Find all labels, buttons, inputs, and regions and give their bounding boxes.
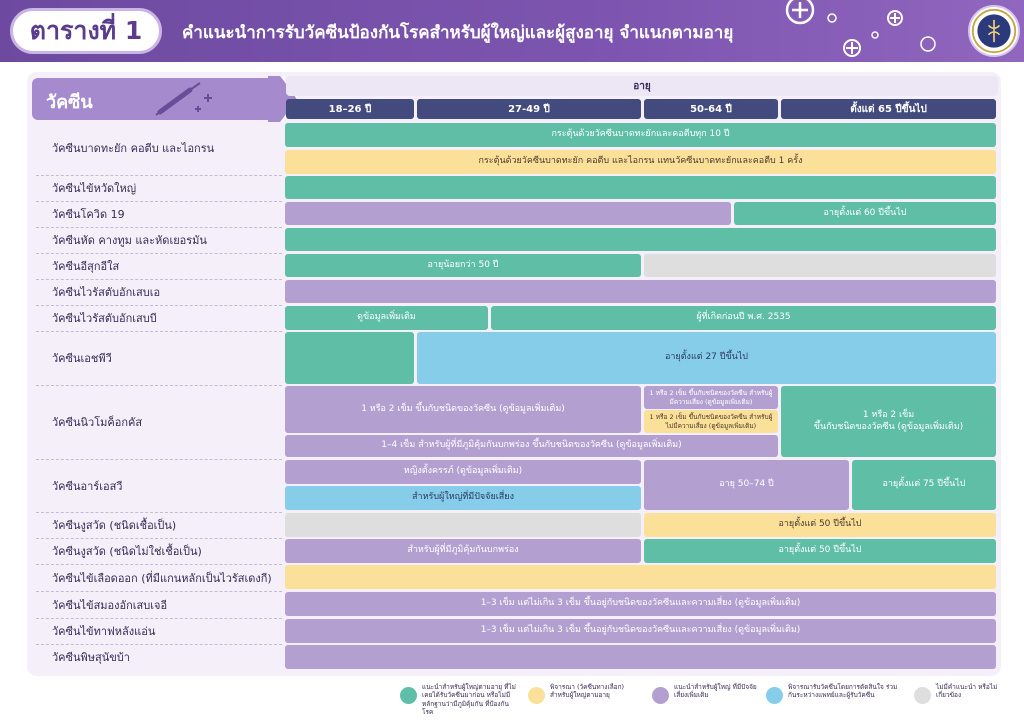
- row-label-covid: วัคซีนโควิด 19: [52, 208, 125, 221]
- cell-hepa-risk: [285, 280, 996, 303]
- legend-green-text: แนะนำสำหรับผู้ใหญ่ตามอายุ ที่ไม่เคยได้รับวัคซีนมาก่อน หรือไม่มีหลักฐานว่ามีภูมิคุ้มกัน ที่ป้องกันโรค: [422, 683, 516, 717]
- legend-gray-text: ไม่มีคำแนะนำ หรือไม่เกี่ยวข้อง: [936, 683, 998, 700]
- age-header: อายุ: [286, 76, 998, 96]
- age-group-27-49: 27-49 ปี: [417, 99, 641, 119]
- pneumo-65-line2: ขึ้นกับชนิดของวัคซีน (ดูข้อมูลเพิ่มเติม): [813, 421, 964, 432]
- cell-varicella-under-50: อายุน้อยกว่า 50 ปี: [285, 254, 641, 277]
- syringe-icon: [150, 80, 220, 118]
- cell-tdap-booster: กระตุ้นด้วยวัคซีนบาดทะยักและคอตีบทุก 10 ปี: [285, 123, 996, 147]
- cell-zoster-live-none: [285, 513, 641, 537]
- row-label-rsv: วัคซีนอาร์เอสวี: [52, 479, 123, 493]
- cell-hepb-more-info: ดูข้อมูลเพิ่มเติม: [285, 306, 488, 330]
- age-group-18-26: 18–26 ปี: [286, 99, 414, 119]
- cell-hpv-18-26: [285, 332, 414, 384]
- row-label-zoster-live: วัคซีนงูสวัด (ชนิดเชื้อเป็น): [52, 519, 177, 532]
- row-label-je: วัคซีนไข้สมองอักเสบเจอี: [52, 598, 168, 612]
- cell-rsv-pregnant: หญิงตั้งครรภ์ (ดูข้อมูลเพิ่มเติม): [285, 460, 641, 484]
- cell-flu-all: [285, 176, 996, 199]
- legend-blue-dot: [766, 687, 783, 704]
- row-label-pneumo: วัคซีนนิวโมค็อกคัส: [52, 416, 143, 429]
- row-label-hepb: วัคซีนไวรัสตับอักเสบบี: [52, 312, 157, 325]
- cell-covid-60: อายุตั้งแต่ 60 ปีขึ้นไป: [734, 202, 996, 225]
- cell-zoster-live-50: อายุตั้งแต่ 50 ปีขึ้นไป: [644, 513, 996, 537]
- cell-pneumo-immunocompromised: 1–4 เข็ม สำหรับผู้ที่มีภูมิคุ้มกันบกพร่อง ขึ้นกับชนิดของวัคซีน (ดูข้อมูลเพิ่มเติม): [285, 435, 778, 457]
- header-bar: [0, 0, 1024, 62]
- table-number-badge: [10, 8, 162, 54]
- cell-pneumo-50-64-no-risk: 1 หรือ 2 เข็ม ขึ้นกับชนิดของวัคซีน สำหรับผู้ไม่มีความเสี่ยง (ดูข้อมูลเพิ่มเติม): [644, 410, 778, 433]
- row-label-tdap: วัคซีนบาดทะยัก คอตีบ และไอกรน: [52, 142, 215, 155]
- cell-pneumo-risk: 1 หรือ 2 เข็ม ขึ้นกับชนิดของวัคซีน (ดูข้อมูลเพิ่มเติม): [285, 386, 641, 433]
- age-group-65-plus: ตั้งแต่ 65 ปีขึ้นไป: [781, 99, 996, 119]
- row-label-typhoid: วัคซีนไข้ทาฟหลังแอ่น: [52, 625, 156, 638]
- row-label-hepa: วัคซีนไวรัสตับอักเสบเอ: [52, 286, 161, 299]
- table-number-label: ตารางที่ 1: [29, 16, 143, 45]
- age-group-50-64: 50-64 ปี: [644, 99, 778, 119]
- row-label-rabies: วัคซีนพิษสุนัขบ้า: [52, 651, 130, 664]
- legend-yellow-text: พิจารณา (วัคซีนทางเลือก) สำหรับผู้ใหญ่ตามอายุ: [550, 683, 625, 700]
- legend-blue-text: พิจารณารับวัคซีนโดยการตัดสินใจ ร่วมกันระหว่างแพทย์และผู้รับวัคซีน: [788, 683, 898, 700]
- legend-gray-dot: [914, 687, 931, 704]
- vaccine-column-label: วัคซีน: [46, 92, 93, 113]
- legend-purple-text: แนะนำสำหรับผู้ใหญ่ ที่มีปัจจัยเสี่ยงเพิ่มเติม: [674, 683, 757, 700]
- cell-dengue-all: [285, 565, 996, 589]
- cell-tdap-replace: กระตุ้นด้วยวัคซีนบาดทะยัก คอตีบ และไอกรน แทนวัคซีนบาดทะยักและคอตีบ 1 ครั้ง: [285, 150, 996, 174]
- row-label-mmr: วัคซีนหัด คางทูม และหัดเยอรมัน: [52, 234, 207, 247]
- cell-rabies-risk: [285, 645, 996, 669]
- cell-hpv-27-plus: อายุตั้งแต่ 27 ปีขึ้นไป: [417, 332, 996, 384]
- legend-purple-dot: [652, 687, 669, 704]
- legend-green-dot: [400, 687, 417, 704]
- cell-varicella-none: [644, 254, 996, 277]
- cell-rsv-risk: สำหรับผู้ใหญ่ที่มีปัจจัยเสี่ยง: [285, 486, 641, 510]
- page-title: คำแนะนำการรับวัคซีนป้องกันโรคสำหรับผู้ใหญ่และผู้สูงอายุ จำแนกตามอายุ: [182, 23, 734, 43]
- cell-zoster-rec-immuno: สำหรับผู้ที่มีภูมิคุ้มกันบกพร่อง: [285, 539, 641, 563]
- row-label-hpv: วัคซีนเอชพีวี: [52, 352, 112, 365]
- cell-zoster-rec-50: อายุตั้งแต่ 50 ปีขึ้นไป: [644, 539, 996, 563]
- cell-je-doses: 1–3 เข็ม แต่ไม่เกิน 3 เข็ม ขึ้นอยู่กับชนิดของวัคซีนและความเสี่ยง (ดูข้อมูลเพิ่มเติม): [285, 592, 996, 616]
- cell-typhoid-doses: 1–3 เข็ม แต่ไม่เกิน 3 เข็ม ขึ้นอยู่กับชนิดของวัคซีนและความเสี่ยง (ดูข้อมูลเพิ่มเติม): [285, 619, 996, 643]
- cell-pneumo-50-64-risk: 1 หรือ 2 เข็ม ขึ้นกับชนิดของวัคซีน สำหรับผู้มีความเสี่ยง (ดูข้อมูลเพิ่มเติม): [644, 386, 778, 409]
- cell-rsv-75-plus: อายุตั้งแต่ 75 ปีขึ้นไป: [852, 460, 996, 510]
- row-label-flu: วัคซีนไข้หวัดใหญ่: [52, 182, 137, 195]
- pneumo-65-line1: 1 หรือ 2 เข็ม: [862, 410, 915, 421]
- row-label-varicella: วัคซีนอีสุกอีใส: [52, 260, 120, 273]
- row-label-dengue: วัคซีนไข้เลือดออก (ที่มีแกนหลักเป็นไวรัสเดงกี): [52, 571, 272, 585]
- virus-decoration-icon: [780, 0, 950, 62]
- cell-hepb-born-before: ผู้ที่เกิดก่อนปี พ.ศ. 2535: [491, 306, 996, 330]
- department-seal-icon: [968, 5, 1020, 57]
- cell-pneumo-65-plus: [781, 386, 996, 457]
- legend-yellow-dot: [528, 687, 545, 704]
- cell-rsv-50-74: อายุ 50–74 ปี: [644, 460, 849, 510]
- cell-mmr-all: [285, 228, 996, 251]
- row-label-zoster-recombinant: วัคซีนงูสวัด (ชนิดไม่ใช่เชื้อเป็น): [52, 545, 202, 558]
- cell-covid-risk: [285, 202, 731, 225]
